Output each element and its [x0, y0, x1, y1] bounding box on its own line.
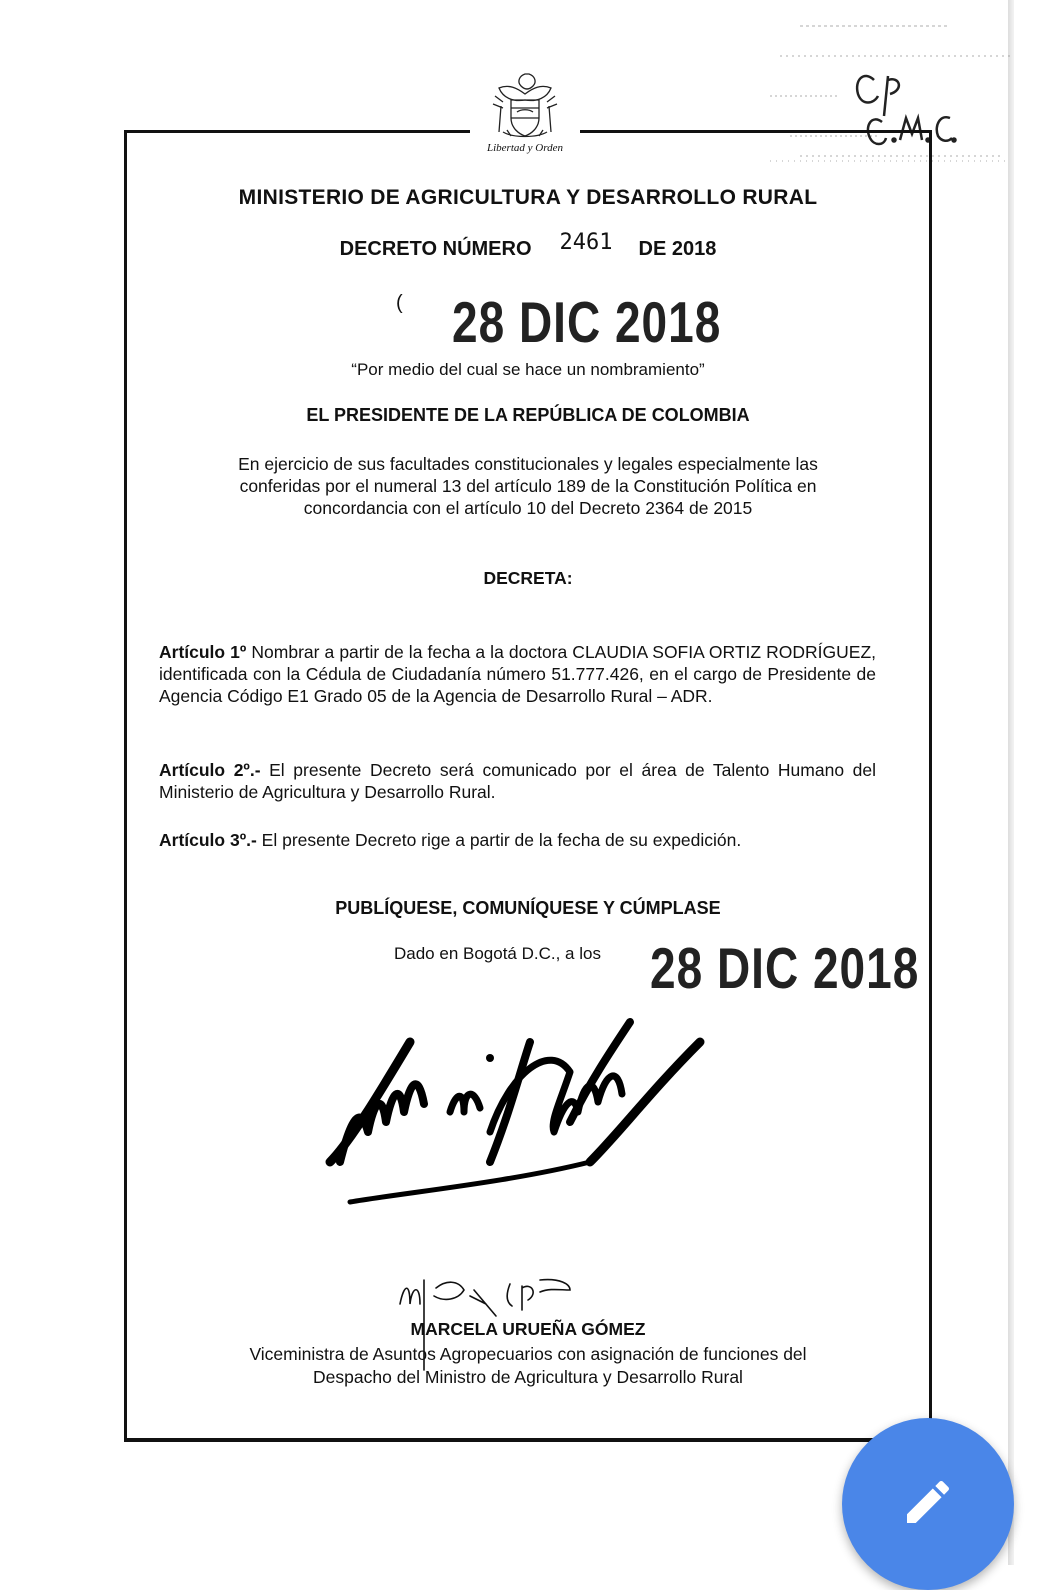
signer-name: MARCELA URUEÑA GÓMEZ	[410, 1319, 646, 1339]
coat-of-arms-icon	[485, 70, 565, 144]
article-1-text: Nombrar a partir de la fecha a la doctora CLAUDIA SOFIA ORTIZ RODRÍGUEZ, identificada con la Cédula de Ciudadanía número 51.777.426, en el cargo de Presidente de Agencia Código E1 Grado 05 de la Agencia de Desarrollo Rural – ADR.	[159, 642, 876, 706]
edit-fab-button[interactable]	[842, 1418, 1014, 1590]
decree-year-label: DE 2018	[638, 238, 717, 260]
signer-title-line: Viceministra de Asuntos Agropecuarios con asignación de funciones del	[249, 1344, 807, 1364]
paren-mark: (	[396, 292, 403, 314]
decree-number-line	[124, 230, 932, 261]
crest-motto: Libertad y Orden	[487, 142, 563, 154]
article-2	[159, 759, 876, 803]
signer-title-line: Despacho del Ministro de Agricultura y Desarrollo Rural	[313, 1367, 743, 1387]
issuer-heading: EL PRESIDENTE DE LA REPÚBLICA DE COLOMBIA	[306, 405, 750, 425]
president-signature	[290, 1012, 760, 1217]
powers-line: concordancia con el artículo 10 del Decreto 2364 de 2015	[303, 498, 753, 518]
article-3	[159, 829, 876, 851]
coat-of-arms	[470, 70, 580, 166]
ministry-heading: MINISTERIO DE AGRICULTURA Y DESARROLLO RURAL	[238, 186, 818, 209]
decree-label: DECRETO NÚMERO	[339, 238, 532, 260]
powers-line: conferidas por el numeral 13 del artículo 189 de la Constitución Política en	[239, 476, 817, 496]
powers-paragraph	[124, 453, 932, 519]
article-3-label: Artículo 3º.-	[159, 830, 257, 850]
article-3-text: El presente Decreto rige a partir de la fecha de su expedición.	[256, 830, 742, 850]
signer-title	[124, 1343, 932, 1389]
given-at-text: Dado en Bogotá D.C., a los	[394, 944, 601, 963]
article-2-label: Artículo 2º.-	[159, 760, 261, 780]
decreta-heading: DECRETA:	[483, 568, 573, 588]
powers-line: En ejercicio de sus facultades constitucionales y legales especialmente las	[238, 454, 818, 474]
article-1-label: Artículo 1º	[159, 642, 247, 662]
date-stamp-top: 28 DIC 2018	[452, 289, 722, 355]
decree-number: 2461	[559, 230, 613, 255]
decree-subtitle: “Por medio del cual se hace un nombramiento”	[351, 360, 705, 379]
date-stamp-bottom: 28 DIC 2018	[650, 935, 920, 1001]
article-1	[159, 641, 876, 707]
closing-formula: PUBLÍQUESE, COMUNÍQUESE Y CÚMPLASE	[335, 898, 721, 918]
pencil-icon	[900, 1474, 956, 1530]
viewer-edge	[1008, 0, 1014, 1565]
article-2-text: El presente Decreto será comunicado por el área de Talento Humano del Ministerio de Agricultura y Desarrollo Rural.	[159, 760, 876, 802]
